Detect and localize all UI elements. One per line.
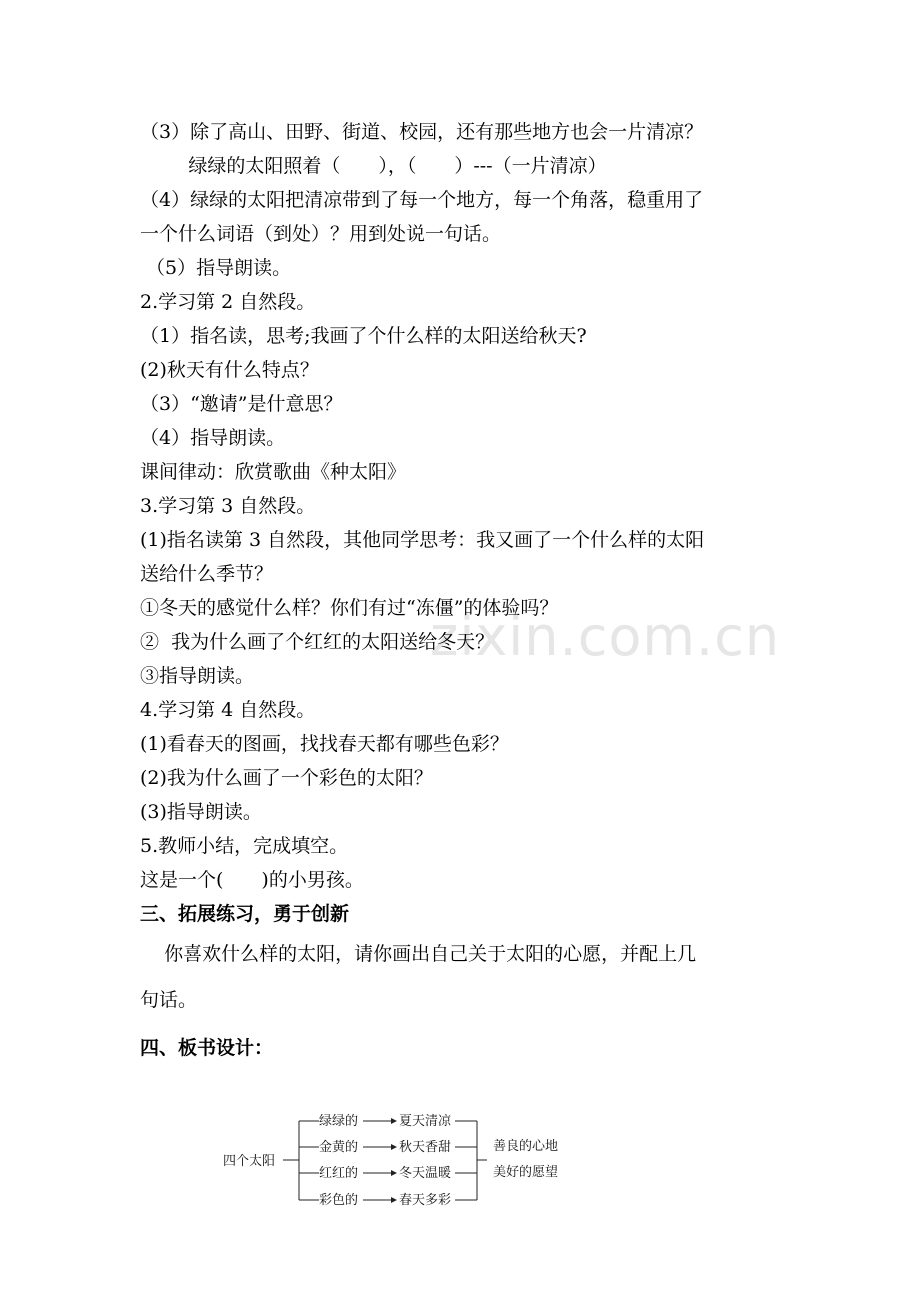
text-line: ③指导朗读。: [140, 665, 255, 687]
diagram-color: 彩色的: [319, 1193, 359, 1208]
paragraph-line: 你喜欢什么样的太阳，请你画出自己关于太阳的心愿，并配上几: [140, 943, 697, 965]
diagram-effect: 冬天温暖: [399, 1166, 452, 1181]
diagram-effect: 春天多彩: [399, 1193, 452, 1208]
text-line: （1）指名读，思考;我画了个什么样的太阳送给秋天?: [140, 325, 587, 347]
text-line: 2.学习第 2 自然段。: [140, 291, 316, 313]
text-line: (2)我为什么画了一个彩色的太阳？: [140, 767, 433, 789]
diagram-color: 金黄的: [319, 1140, 359, 1155]
text-line: (1)看春天的图画，找找春天都有哪些色彩？: [140, 733, 509, 755]
diagram-summary: 善良的心地: [493, 1139, 559, 1154]
text-line: 这是一个( )的小男孩。: [140, 869, 364, 891]
diagram-effect: 夏天清凉: [399, 1114, 452, 1129]
text-line: （5）指导朗读。: [140, 257, 292, 279]
text-line: （3）除了高山、田野、街道、校园，还有那些地方也会一片清凉？: [140, 121, 704, 143]
diagram-root: 四个太阳: [223, 1154, 276, 1169]
text-line: （3）“邀请”是什意思？: [140, 393, 343, 415]
diagram-effect: 秋天香甜: [399, 1140, 452, 1155]
text-line: ② 我为什么画了个红红的太阳送给冬天？: [140, 631, 495, 653]
text-line: 绿绿的太阳照着（ ），（ ）---（一片清凉）: [140, 155, 607, 177]
text-line: ①冬天的感觉什么样？你们有过“冻僵”的体验吗？: [140, 597, 559, 619]
text-line: 3.学习第 3 自然段。: [140, 495, 316, 517]
watermark: zixin.com.cn: [430, 605, 781, 668]
text-line: (1)指名读第 3 自然段，其他同学思考：我又画了一个什么样的太阳: [140, 529, 705, 551]
diagram-summary: 美好的愿望: [493, 1165, 559, 1180]
text-line: （4）指导朗读。: [140, 427, 286, 449]
section-heading: 三、拓展练习，勇于创新: [140, 903, 350, 925]
diagram-color: 绿绿的: [319, 1114, 359, 1129]
text-line: 送给什么季节？: [140, 563, 274, 585]
paragraph-line: 句话。: [140, 989, 198, 1011]
section-heading: 四、板书设计：: [140, 1037, 274, 1059]
text-line: (3)指导朗读。: [140, 801, 262, 823]
board-design-diagram: [215, 1108, 595, 1212]
text-line: 4.学习第 4 自然段。: [140, 699, 316, 721]
text-line: 课间律动：欣赏歌曲《种太阳》: [140, 461, 407, 483]
text-line: 一个什么词语（到处）？用到处说一句话。: [140, 223, 502, 245]
text-line: (2)秋天有什么特点？: [140, 359, 319, 381]
text-line: （4）绿绿的太阳把清凉带到了每一个地方，每一个角落，稳重用了: [140, 189, 704, 211]
text-line: 5.教师小结，完成填空。: [140, 835, 349, 857]
diagram-color: 红红的: [319, 1166, 359, 1181]
